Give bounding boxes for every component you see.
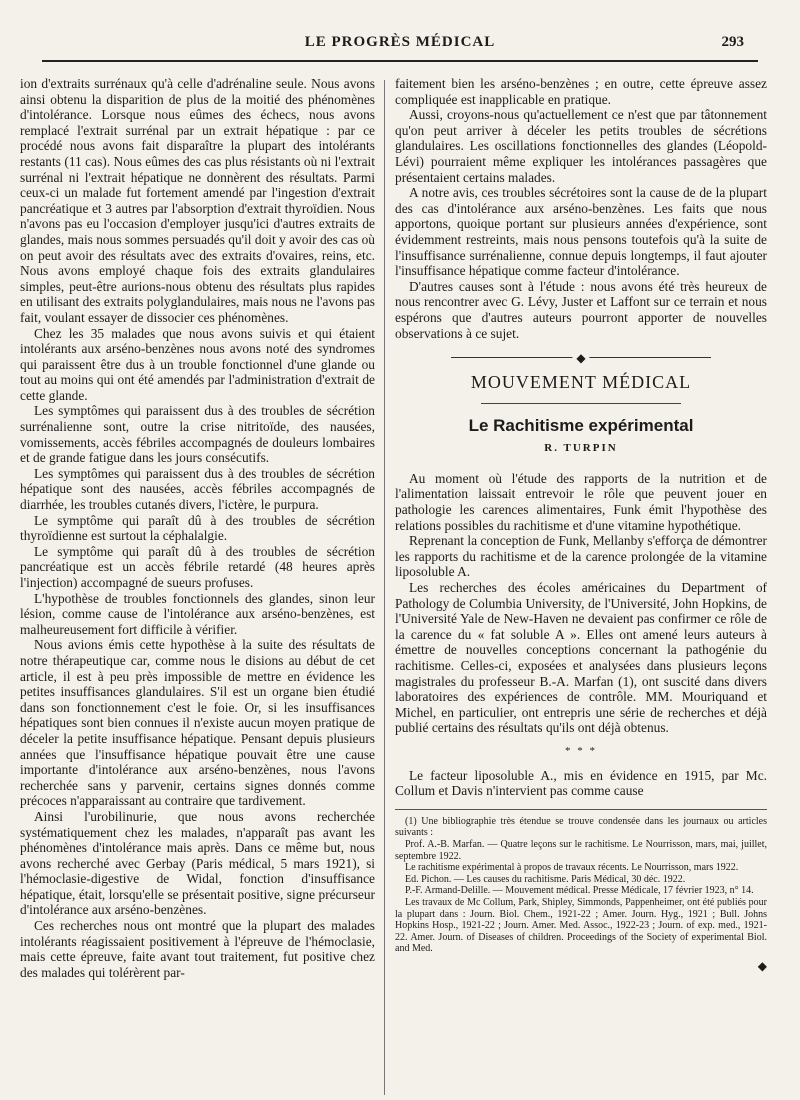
- article-paragraph: Au moment où l'étude des rapports de la nutrition et de l'alimentation laissait entrevoir le rôle que peuvent jouer en pathologie les carences alimentaires, Funk émit l'hypothèse des relations possibles du rachitisme et d'une vitamine hypothétique.: [395, 470, 767, 533]
- left-paragraph: Nous avions émis cette hypothèse à la suite des résultats de notre thérapeutique car, comme nous le disions au début de cet article, il est à peu près impossible de mettre en évidence les petites insuffisances glandulaires. S'il est un organe bien étudié dans son fonctionnement c'est le foie. Or, si les insuffisances hépatiques sont bien connues il n'existe aucun moyen pratique de déceler la petite insuffisance hépatique. Pensant depuis plusieurs années que l'insuffisance hépatique pouvait être une cause importante d'intolérance aux arséno-benzènes, nous l'avons recherchée sans y parvenir, certains signes donnés comme précoces n'apparaissant au contraire que tardivement.: [20, 637, 375, 809]
- right-paragraph: D'autres causes sont à l'étude : nous avons été très heureux de nous rencontrer avec G. Lévy, Juster et Laffont sur ce terrain et nous espérons que d'autres auteurs pourront apporter de nouvelles observations à ce sujet.: [395, 278, 767, 341]
- asterism: * * *: [565, 744, 597, 757]
- left-paragraph: Les symptômes qui paraissent dus à des troubles de sécrétion surrénalienne sont, outre la crise nitritoïde, des nausées, vomissements, accès fébriles accompagnés de douleurs lombaires et de grande fatigue dans les jours consécutifs.: [20, 403, 375, 466]
- footnote: Le rachitisme expérimental à propos de travaux récents. Le Nourrisson, mars 1922.: [405, 862, 739, 874]
- left-paragraph: ion d'extraits surrénaux qu'à celle d'adrénaline seule. Nous avons ainsi obtenu la disparition de plus de la moitié des phénomènes d'intolérance. Lorsque nous eûmes des échecs, nous avons remplacé l'extrait surrénal par un extrait hépatique : par ce procédé nous avons fait disparaître la plupart des intolérants restants (11 cas). Nous eûmes des cas plus résistants où ni l'extrait surrénal ni l'extrait hépatique ne donnèrent des résultats. Parmi ceux-ci un malade fut fortement amendé par l'ingestion d'extrait pancréatique et 3 autres par l'absorption d'extrait thyroïdien. Nous n'avons pas eu l'occasion d'employer jusqu'ici d'autres extraits de glandes, mais nous sommes persuadés qu'il doit y avoir des cas où on peut avoir des résultats avec des extraits d'ovaires, reins, etc. Nous avons employé chaque fois des extraits glandulaires simples, peut-être aurions-nous obtenu des résultats plus rapides en utilisant des extraits polyglandulaires, mais nous ne l'avons pas fait, voulant essayer de dissocier ces phénomènes.: [20, 76, 375, 325]
- article-paragraph: Reprenant la conception de Funk, Mellanby s'efforça de démontrer les rapports du rachitisme et de la carence prolongée de la vitamine liposoluble A.: [395, 533, 768, 580]
- footnotes: [395, 816, 767, 955]
- column-divider: [384, 80, 385, 1095]
- article-paragraph: Les recherches des écoles américaines du Department of Pathology de Columbia University, de l'Université, John Hopkins, de l'Université Yale de New-Haven ne devaient pas confirmer ce rôle de la carence du « fat soluble A ». Elles ont amené leurs auteurs à émettre de nouvelles conceptions concernant la pathogénie du rachitisme. Celles-ci, exposées et analysées dans plusieurs leçons magistrales du professeur B.-A. Marfan (1), ont suscité dans divers laboratoires des expériences de contrôle. MM. Mouriquand et Michel, en particulier, ont entrepris une série de recherches et déjà publié certains des résultats qu'ils ont déjà obtenus.: [395, 580, 767, 736]
- right-paragraph: Aussi, croyons-nous qu'actuellement ce n'est que par tâtonnement qu'on peut arriver à déceler les petits troubles de sécrétions glandulaires. Les oscillations fonctionnelles des glandes (Léopold-Lévi) pourraient même expliquer les intolérances passagères que présentaient certains malades.: [395, 107, 767, 185]
- footnote-rule: [395, 809, 767, 810]
- separator-ornament: ◆: [572, 351, 589, 367]
- section-separator: [451, 351, 711, 366]
- right-column: [395, 76, 767, 974]
- left-paragraph: Chez les 35 malades que nous avons suivis et qui étaient intolérants aux arséno-benzènes nous avons noté des syndromes qui paraissent être dus à un trouble fonctionnel d'une glande ou tout au moins qui ont été amendés par l'administration d'extrait de cette glande.: [20, 325, 375, 403]
- footnote: Les travaux de Mc Collum, Park, Shipley, Simmonds, Pappenheimer, ont été publiés pour la plupart dans : Journ. Biol. Chem., 1921-22 ; Amer. Journ. Hyg., 1921 ; Bull. Johns Hopkins Hosp., 1921-22 ; Journ. Amer. Med. Assoc., 1922-23 ; Journ. of exp. med., 1921-22. Amer. Journ. of Diseases of children. Proceedings of the Society of experimental Biol. and Med.: [395, 896, 767, 955]
- right-paragraph: faitement bien les arséno-benzènes ; en outre, cette épreuve assez compliquée est inapplicable en pratique.: [395, 76, 767, 107]
- footnote: Prof. A.-B. Marfan. — Quatre leçons sur le rachitisme. Le Nourrisson, mars, mai, juillet, septembre 1922.: [395, 838, 767, 862]
- article-paragraph: Le facteur liposoluble A., mis en évidence en 1915, par Mc. Collum et Davis n'intervient pas comme cause: [395, 767, 767, 799]
- footnote: P.-F. Armand-Delille. — Mouvement médical. Presse Médicale, 17 février 1923, n° 14.: [405, 885, 754, 897]
- end-ornament-icon: ◆: [757, 958, 767, 973]
- page-number: 293: [721, 34, 744, 50]
- footnote: (1) Une bibliographie très étendue se trouve condensée dans les journaux ou articles suivants :: [395, 815, 767, 839]
- header-rule: [42, 60, 758, 62]
- left-paragraph: L'hypothèse de troubles fonctionnels des glandes, sinon leur lésion, comme cause de l'intolérance aux arséno-benzènes, est malheureusement fort difficile à vérifier.: [20, 590, 375, 637]
- left-paragraph: Le symptôme qui paraît dû à des troubles de sécrétion pancréatique est un accès fébrile retardé (48 heures après l'injection) accompagné de sueurs profuses.: [20, 543, 375, 590]
- left-column: [20, 76, 375, 980]
- article-author: R. TURPIN: [544, 442, 618, 455]
- footnote: Ed. Pichon. — Les causes du rachitisme. Paris Médical, 30 déc. 1922.: [405, 873, 686, 885]
- section-title-rule: [481, 403, 681, 404]
- left-paragraph: Ces recherches nous ont montré que la plupart des malades intolérants réagissaient positivement à l'épreuve de l'hémoclasie, mais cette épreuve, faite avant tout traitement, fut positive chez des malades qui tolérèrent par-: [20, 918, 375, 980]
- journal-title: LE PROGRÈS MÉDICAL: [304, 34, 496, 50]
- left-paragraph: Les symptômes qui paraissent dus à des troubles de sécrétion hépatique sont des nausées, accès fébriles accompagnés de diarrhée, les troubles cutanés divers, l'ictère, le purpura.: [20, 465, 375, 513]
- article-title: Le Rachitisme expérimental: [468, 415, 694, 435]
- section-title: MOUVEMENT MÉDICAL: [470, 372, 692, 393]
- running-header: [0, 26, 800, 54]
- left-paragraph: Le symptôme qui paraît dû à des troubles de sécrétion thyroïdienne est surtout la céphalalgie.: [20, 512, 375, 544]
- left-paragraph: Ainsi l'urobilinurie, que nous avons recherchée systématiquement chez les malades, n'apparaît pas avant les phénomènes d'intolérance mais après. Dans ce même but, nous avons recherché avec Gerbay (Paris médical, 5 mars 1921), si l'hémoclasie-digestive de Widal, fonction d'insuffisance hépatique, était, lorsqu'elle se présentait positive, signe précurseur d'intolérance aux arséno-benzènes.: [20, 808, 375, 918]
- right-paragraph: A notre avis, ces troubles sécrétoires sont la cause de de la plupart des cas d'intolérance aux arséno-benzènes. Les faits que nous apportons, quoique portant sur plusieurs années d'expérience, sont évidemment restreints, mais nous pensons toutefois qu'à la suite de l'insuffisance surrénalienne, connue depuis longtemps, il faut ajouter l'insuffisance hépatique comme facteur d'intolérance.: [395, 185, 767, 279]
